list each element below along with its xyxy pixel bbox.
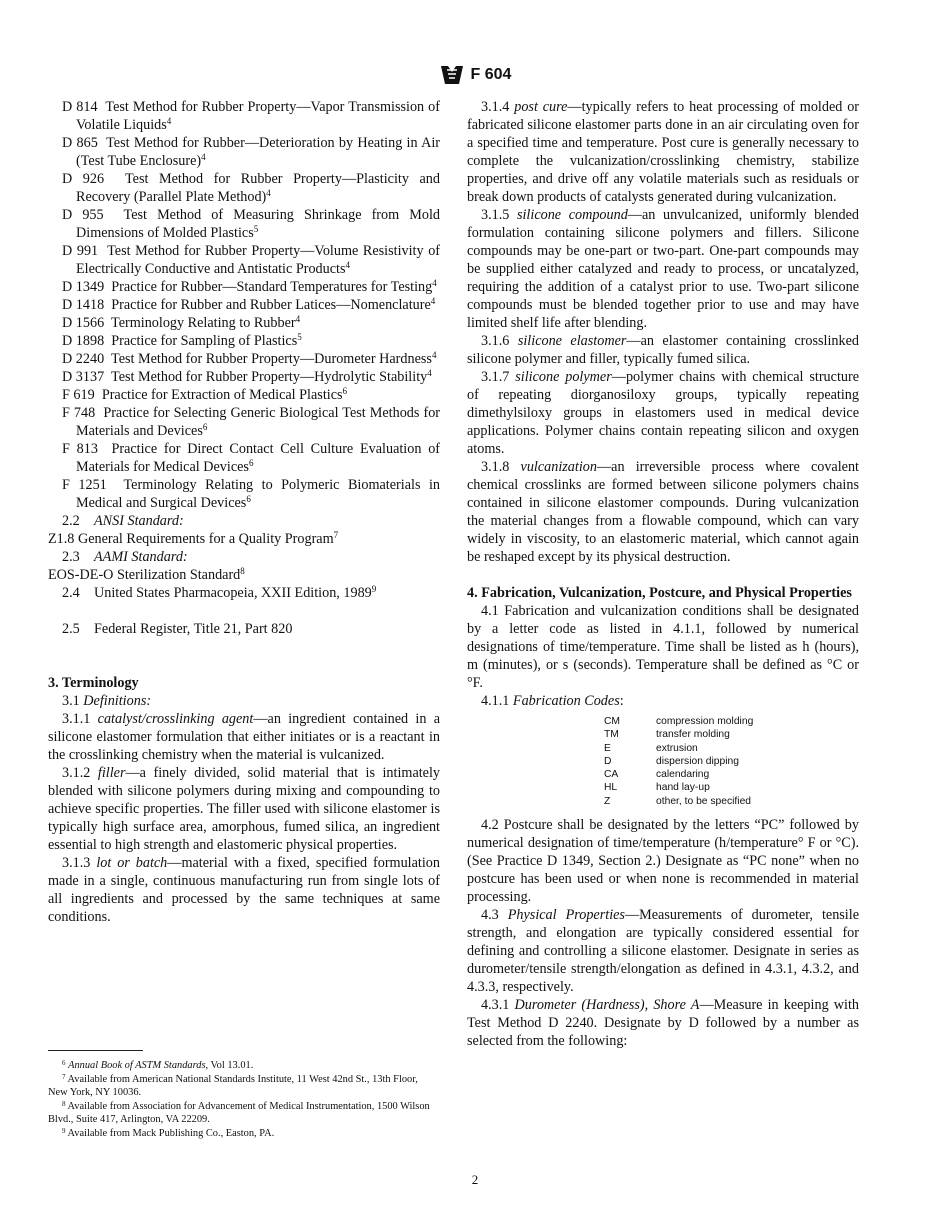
definition-3-1-1: 3.1.1 catalyst/crosslinking agent—an ingredient contained in a silicone elastomer formulation that either initiates or is a reactant in the crosslinking chemistry when the material is vulcanized. — [48, 711, 441, 763]
reference-item: D 1898 Practice for Sampling of Plastics$^5$ — [62, 332, 302, 349]
reference-item: D 991 Test Method for Rubber Property—Volume Resistivity of Electrically Conductive and Antistatic Products$^4$ — [62, 243, 441, 277]
reference-item: D 3137 Test Method for Rubber Property—Hydrolytic Stability$^4$ — [62, 368, 432, 385]
section-3-1: 3.1 Definitions: — [62, 693, 152, 709]
footnote: $^7$ Available from American National Standards Institute, 11 West 42nd St., 13th Floor, New York, NY 10036. — [48, 1072, 418, 1099]
definition-3-1-8: 3.1.8 vulcanization—an irreversible process where covalent chemical crosslinks are formed between silicone polymers chains contained in silicone elastomer compounds. During vulcanization the material changes from a flowable compound, which can vary widely in viscosity, to an elastomeric material, which cannot again be reshaped except by its physical destruction. — [467, 459, 859, 565]
reference-item: D 865 Test Method for Rubber—Deterioration by Heating in Air (Test Tube Enclosure)$^4$ — [62, 135, 440, 169]
reference-item: D 814 Test Method for Rubber Property—Vapor Transmission of Volatile Liquids$^4$ — [62, 99, 441, 133]
astm-logo-icon — [439, 64, 465, 86]
left-column — [48, 98, 440, 926]
code-row: CM compression molding — [604, 716, 754, 727]
section-4-3: 4.3 Physical Properties—Measurements of durometer, tensile strength, and elongation are typically considered essential for defining and controlling a silicone elastomer. Designate in series as durometer/tensile strength/elongation as defined in 4.3.1, 4.3.2, and 4.3.3, respectively. — [467, 907, 859, 996]
ansi-reference: Z1.8 General Requirements for a Quality Program$^7$ — [48, 530, 339, 547]
code-row: CA calendaring — [604, 769, 710, 781]
page-header — [0, 64, 950, 86]
reference-list — [48, 98, 440, 512]
section-4-1: 4.1 Fabrication and vulcanization conditions shall be designated by a letter code as listed in 4.1.1, followed by numerical designations of time/temperature. Time shall be listed as h (hours), m (minutes), or s (seconds). Temperature shall be defined as °C or °F. — [467, 603, 859, 691]
reference-item: D 1418 Practice for Rubber and Rubber Latices—Nomenclature$^4$ — [62, 296, 436, 313]
section-4-2: 4.2 Postcure shall be designated by the letters “PC” followed by numerical designation of time/temperature (h/temperature° F or °C). (See Practice D 1349, Section 2.) Designate as “PC none” when no postcure has been used or when none is recommended in material processing. — [467, 817, 859, 906]
right-column — [467, 98, 859, 1050]
reference-item: D 955 Test Method of Measuring Shrinkage from Mold Dimensions of Molded Plastics$^5$ — [62, 207, 440, 241]
section-4-1-1: 4.1.1 Fabrication Codes: — [481, 693, 624, 709]
definition-3-1-7: 3.1.7 silicone polymer—polymer chains with chemical structure of repeating diorganosiloxy groups, typically repeating dimethylsiloxy groups in elastomers used in medical device applications. Polymer chains contain repeating silicon and oxygen atoms. — [467, 369, 860, 457]
fabrication-codes-table — [604, 715, 859, 808]
reference-item: D 926 Test Method for Rubber Property—Plasticity and Recovery (Parallel Plate Method)$^4$ — [62, 171, 440, 205]
section-2-4: 2.4 United States Pharmacopeia, XXII Edition, 1989$^9$ — [62, 584, 377, 601]
section-2-3-heading: 2.3 AAMI Standard: — [62, 549, 188, 565]
footnote: $^9$ Available from Mack Publishing Co., Easton, PA. — [62, 1126, 275, 1139]
section-2-2-heading: 2.2 ANSI Standard: — [62, 513, 184, 529]
reference-item: F 1251 Terminology Relating to Polymeric Biomaterials in Medical and Surgical Devices$^6$ — [62, 477, 440, 511]
definition-3-1-3: 3.1.3 lot or batch—material with a fixed, specified formulation made in a single, continuous manufacturing run from single lots of all ingredients and processed by the same techniques at same conditions. — [48, 855, 440, 925]
code-row: TM transfer molding — [604, 729, 730, 741]
reference-item: D 1566 Terminology Relating to Rubber$^4$ — [62, 314, 301, 331]
code-row: D dispersion dipping — [604, 755, 740, 767]
section-3-heading: 3. Terminology — [48, 675, 139, 691]
code-row: Z other, to be specified — [604, 795, 752, 807]
designation: F 604 — [470, 66, 512, 84]
footnote-divider — [48, 1050, 143, 1051]
section-2-5: 2.5 Federal Register, Title 21, Part 820 — [62, 621, 293, 637]
definition-3-1-4: 3.1.4 post cure—typically refers to heat processing of molded or fabricated silicone elastomer parts done in an air circulating oven for a specified time and temperature. Post cure is generally necessary to complete the vulcanization/crosslinking chemistry, stabilize properties, and drive off any volatile materials such as residuals or break down products of catalysts generated during vulcanization. — [467, 99, 860, 205]
aami-reference: EOS-DE-O Sterilization Standard$^8$ — [48, 566, 245, 583]
footnotes — [48, 1050, 440, 1141]
section-4-3-1: 4.3.1 Durometer (Hardness), Shore A—Measure in keeping with Test Method D 2240. Designate by D followed by a number as selected from the following: — [467, 997, 860, 1050]
definition-3-1-6: 3.1.6 silicone elastomer—an elastomer containing crosslinked silicone polymer and filler, typically fumed silica. — [467, 333, 859, 367]
reference-item: F 619 Practice for Extraction of Medical Plastics$^6$ — [62, 386, 348, 403]
footnote: $^6$ Annual Book of ASTM Standards, Vol 13.01. — [62, 1059, 254, 1071]
reference-item: D 1349 Practice for Rubber—Standard Temperatures for Testing$^4$ — [62, 278, 437, 295]
reference-item: F 813 Practice for Direct Contact Cell Culture Evaluation of Materials for Medical Devices$^6$ — [62, 441, 441, 475]
code-row: E extrusion — [604, 742, 698, 754]
reference-item: D 2240 Test Method for Rubber Property—Durometer Hardness$^4$ — [62, 350, 437, 367]
definition-3-1-5: 3.1.5 silicone compound—an unvulcanized, uniformly blended formulation containing silicone polymers and fillers. Silicone compounds may be one-part or two-part. One-part compounds may be supplied either catalyzed and ready to process, or uncatalyzed, requiring the addition of a catalyst prior to use. Two-part silicone compounds must be blended together prior to use and may have limited shelf life after blending. — [467, 207, 859, 331]
section-4-heading: 4. Fabrication, Vulcanization, Postcure, and Physical Properties — [467, 585, 852, 601]
page-number: 2 — [471, 1172, 479, 1187]
footnote: $^8$ Available from Association for Advancement of Medical Instrumentation, 1500 Wilson Blvd., Suite 417, Arlington, VA 22209. — [48, 1099, 430, 1126]
definition-3-1-2: 3.1.2 filler—a finely divided, solid material that is intimately blended with silicone polymers during mixing and compounding to achieve specific properties. The filler used with silicone elastomer is typically high surface area, amorphous, fumed silica, an ingredient essential to high strength and elastomeric physical properties. — [48, 765, 441, 853]
reference-item: F 748 Practice for Selecting Generic Biological Test Methods for Materials and Devices$^6$ — [62, 405, 441, 439]
code-row: HL hand lay-up — [604, 782, 710, 794]
